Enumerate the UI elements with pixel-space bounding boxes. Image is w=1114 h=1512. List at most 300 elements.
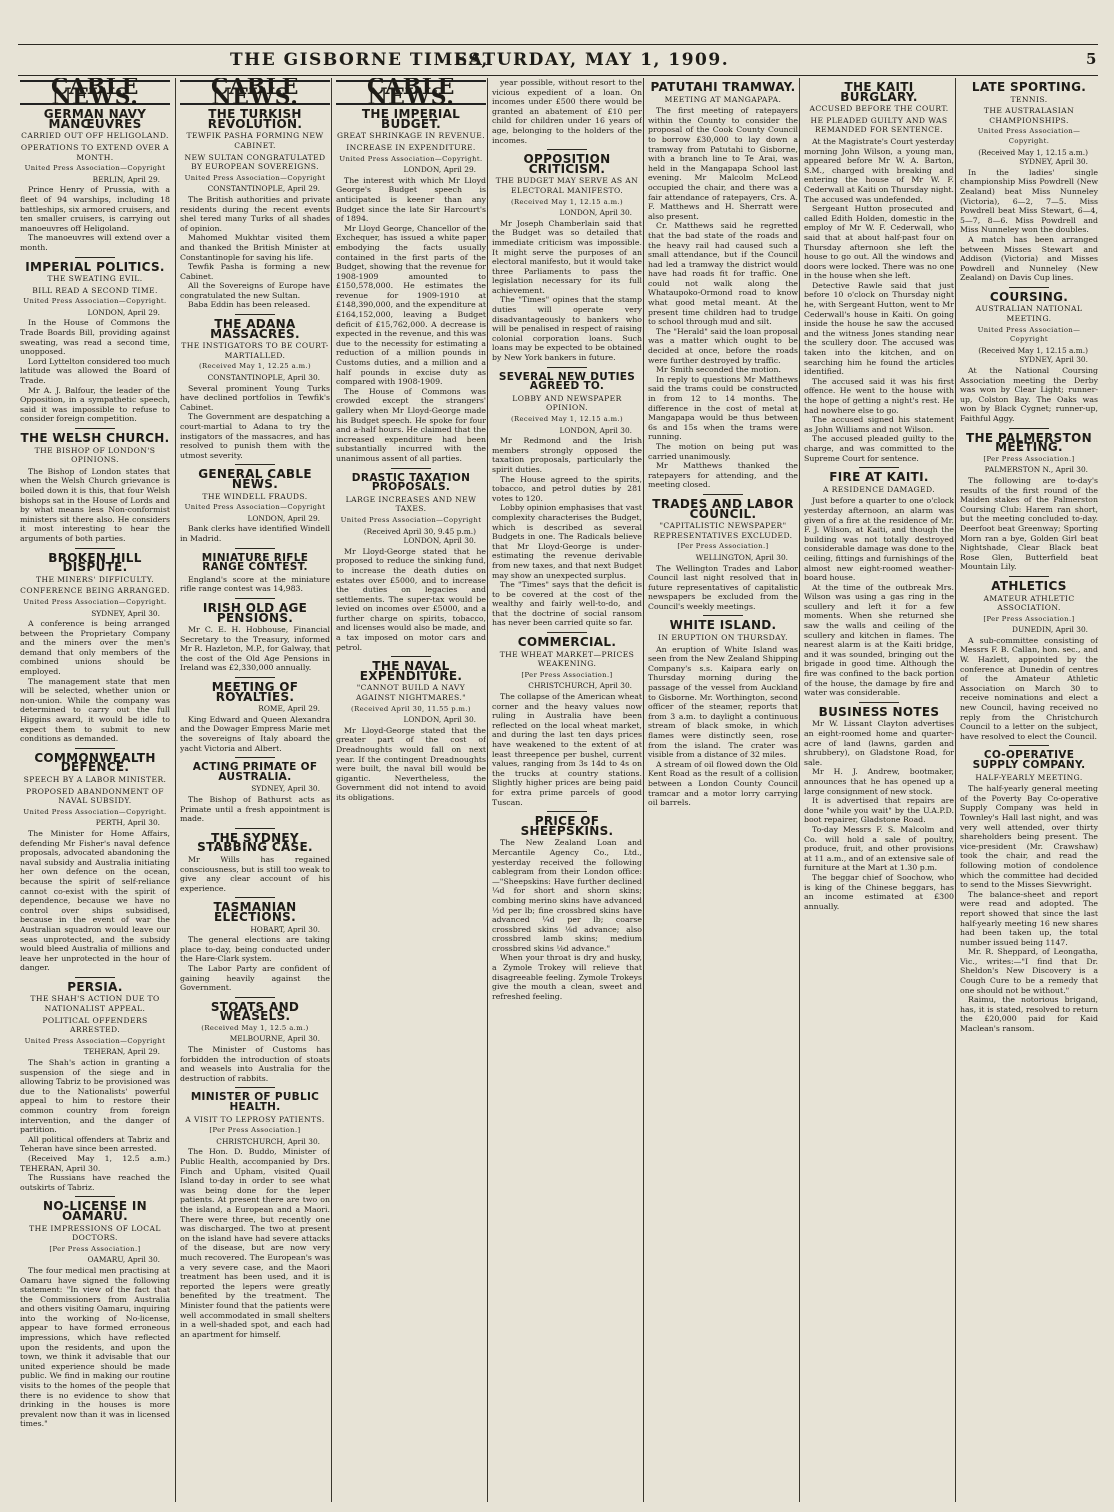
paragraph: A sub-committee consisting of Messrs F. B. Callan, hon. sec., and W. Hazlett, appointed by the conference at Dunedin of centres of the Amateur Athletic Association on March 30 to receive nominations and elect a new Council, having received no reply from the Christchurch Council to a letter on the subject, have resolved to elect the Council. [960,635,1098,741]
article-subheading: HE PLEADED GUILTY AND WAS REMANDED FOR SENTENCE. [810,115,948,135]
article-subheading: TEWFIK PASHA FORMING NEW CABINET. [186,131,324,150]
article [960,289,1098,429]
article-headline: GENERAL CABLE NEWS. [198,467,312,491]
paragraph: Several prominent Young Turks have declined portfolios in Tewfik's Cabinet. [180,383,330,412]
article-headline: MINIATURE RIFLE RANGE CONTEST. [201,551,309,574]
article-subheading: IN ERUPTION ON THURSDAY. [658,633,788,643]
dateline: (Received May 1, 12.15 a.m.) SYDNEY, April 30. [978,345,1088,365]
paragraph: Lobby opinion emphasises that vast complexity characterises the Budget, which is described as several Budgets in one. The Radicals believe that Mr Lloyd-George is under-estimating the revenue derivable from new taxes, and that next Budget may show an unexpected surplus. [492,503,642,580]
article [20,431,170,549]
press-credit: (Received May 1, 12.25 a.m.) [198,362,312,371]
paragraph: England's score at the miniature rifle range contest was 14,983. [180,574,330,594]
article [180,900,330,997]
paragraph: Mr H. J. Andrew, bootmaker, announces that he has opened up a large consignment of new stock. [804,767,954,796]
article-subheading: MEETING AT MANGAPAPA. [664,94,782,104]
article-body [180,855,330,893]
paragraph: At the National Coursing Association meeting the Derby was won by Clear Light; runner-up, Colston Bay. The Oaks was won by Black Cygnet; runner-up, Faithful Aggy. [960,366,1098,423]
article-subheading: GREAT SHRINKAGE IN REVENUE. [336,131,486,141]
article [180,467,330,548]
press-credit: [Per Press Association.] [983,614,1075,623]
paragraph: At the time of the outbreak Mrs. Wilson was using a gas ring in the scullery and left it for a few moments. When she returned she saw the walls and ceiling of the scullery and kitchen in flames. The nearest alarm is at the Kaiti bridge, and it was sounded, bringing out the brigade in good time. Although the fire was confined to the back portion of the house, the damage by fire and water was considerable. [804,582,954,698]
paragraph: The beggar chief of Soochow, who is king of the Chinese beggars, has an income estimated at £300 annually. [804,872,954,911]
press-credit: [Per Press Association.] [209,1126,301,1135]
article-subheading: THE SHAH'S ACTION DUE TO NATIONALIST APPEAL. [30,994,160,1014]
article-subheading: "CAPITALISTIC NEWSPAPER" REPRESENTATIVES EXCLUDED. [653,521,793,540]
article-body [180,935,330,993]
article-headline: SEVERAL NEW DUTIES AGREED TO. [498,370,636,393]
paragraph: The Russians have reached the outskirts of Tabriz. [20,1173,170,1192]
article-headline: COURSING. [989,289,1069,304]
paragraph: All political offenders at Tabriz and Teheran have since been arrested. [20,1134,170,1154]
article-headline: MINISTER OF PUBLIC HEALTH. [190,1091,320,1114]
paragraph: Mr Redmond and the Irish members strongly opposed the taxation proposals, particularly the spirit duties. [492,436,642,474]
column-5 [648,78,798,1506]
paragraph: A stream of oil flowed down the Old Kent Road as the result of a collision between a London County Council tramcar and a motor lorry carrying oil barrels. [648,759,798,808]
article-body [492,436,642,628]
article-subheading: THE WINDELL FRAUDS. [202,491,308,501]
article-divider [1009,428,1049,429]
article-body [648,106,798,490]
paragraph: King Edward and Queen Alexandra and the Dowager Empress Marie met the sovereigns of Italy aboard the yacht Victoria and Albert. [180,714,330,753]
article-divider [859,702,899,703]
paragraph: Sergeant Hutton prosecuted and called Edith Holden, domestic in the employ of Mr W. F. Cederwall, who said that at about half-past four on Thursday afternoon she left the house to go out. All the windows and doors were locked. There was no one in the house when she left. [804,204,954,281]
section-banner: CABLE NEWS. [336,80,486,105]
dateline: SYDNEY, April 30. [91,608,160,618]
article-body [336,547,486,653]
paragraph: At the Magistrate's Court yesterday morning John Wilson, a young man, appeared before Mr W. A. Barton, S.M., charged with breaking and entering the house of Mr W. F. Cederwall at Kaiti on Thursday night. The accused was undefended. [804,136,954,204]
article [336,471,486,658]
dateline: DUNEDIN, April 30. [1012,625,1088,635]
article-subheading: BILL READ A SECOND TIME. [32,285,158,295]
dateline: LONDON, April 29. [247,513,320,523]
paragraph: The Minister of Customs has forbidden the introduction of stoats and weasels into Australia for the destruction of rabbits. [180,1045,330,1083]
article-subheading: CARRIED OUT OFF HELIGOLAND. [21,131,169,141]
article [492,370,642,633]
article-body [20,467,170,544]
article-body [492,692,642,807]
dateline: BERLIN, April 29. [92,174,160,184]
paragraph: A match has been arranged between Misses Stewart and Addison (Victoria) and Misses Powdrell and Nunneley (New Zealand) on Davis Cup lines. [960,234,1098,283]
article-headline: PERSIA. [67,979,123,994]
dateline: HOBART, April 30. [250,924,320,934]
page-number: 5 [1086,50,1098,68]
article-body [20,318,170,424]
paragraph: Mr Lloyd George, Chancellor of the Exchequer, has issued a white paper embodying the facts usually contained in the first parts of the Budget, showing that the revenue for 1908-1909 amounted to £150,578,000. He estimates the revenue for 1909-1910 at £148,390,000, and the expenditure at £164,152,000, leaving a Budget deficit of £15,762,000. A decrease is expected in the revenue, and this was due to the necessity for estimating a reduction of a million pounds in Customs duties, and a million and a half pounds in excise duty as compared with 1908-1909. [336,223,486,387]
article-body [804,137,954,463]
article-divider [547,811,587,812]
article-body [180,524,330,543]
press-credit: (Received May 1, 12.15 a.m.) [510,415,624,423]
article-divider [235,997,275,998]
article-headline: ACTING PRIMATE OF AUSTRALIA. [192,761,318,783]
dateline: LONDON, April 30. [559,208,632,218]
paragraph: Prince Henry of Prussia, with a fleet of 94 warships, including 18 battleships, six armored cruisers, and ten smaller cruisers, is carrying out manoeuvres off Heligoland. [20,185,170,233]
article-body [492,219,642,363]
paragraph: year possible, without resort to the vicious expedient of a loan. On incomes under £500 there would be granted an abatement of £10 per child for children under 16 years of age, belonging to the holders of the incomes. [492,78,642,145]
paragraph: The balance-sheet and report were read and adopted. The report showed that since the last half-yearly meeting 16 new shares had been taken up, the total number issued being 1147. [960,889,1098,947]
paragraph: The Bishop of Bathurst acts as Primate until a fresh appointment is made. [180,795,330,824]
article-headline: THE NAVAL EXPENDITURE. [359,659,463,683]
press-credit: United Press Association—Copyright. [23,807,167,816]
article-headline: CO-OPERATIVE SUPPLY COMPANY. [972,749,1086,771]
paragraph: The New Zealand Loan and Mercantile Agency Co., Ltd., yesterday received the following cablegram from their London office:—"Sheepskins: Have further declined ¼d for short and shorn skins; combing merino skins have advanced ½d per lb; fine crossbred skins have advanced ¼d per lb; coarse crossbred skins ⅛d advance; also crossbred lamb skins; medium crossbred skins ⅛d advance." [492,838,642,953]
article-body [960,784,1098,1033]
dateline: LONDON, April 29. [403,165,476,175]
dateline: CHRISTCHURCH, April 30. [216,1136,320,1146]
article-headline: MEETING OF ROYALTIES. [211,680,299,704]
article-divider [547,367,587,368]
article-divider [859,467,899,468]
press-credit: United Press Association—Copyright [340,515,482,524]
section-banner: CABLE NEWS. [20,80,170,105]
article-headline: THE TURKISH REVOLUTION. [207,107,303,131]
article-subheading: AMATEUR ATHLETIC ASSOCIATION. [983,593,1075,613]
article-subheading: A RESIDENCE DAMAGED. [822,484,936,494]
paragraph: The management state that men will be selected, whether union or non-union. While the company was determined to carry out the full Higgins award, it would be idle to expect them to submit to new conditions as demanded. [20,676,170,744]
paragraph: In the House of Commons the Trade Boards Bill, providing against sweating, was read a second time, unopposed. [20,318,170,357]
dateline: CHRISTCHURCH, April 30. [528,681,632,691]
article-divider [235,1087,275,1088]
column-6 [804,78,954,1506]
paragraph: (Received May 1, 12.5 a.m.) TEHERAN, April 30. [20,1153,170,1173]
article-headline: PATUTAHI TRAMWAY. [650,80,796,94]
article-body [804,719,954,911]
paragraph: The "Times" opines that the stamp duties will operate very disadvantageously to bankers who will be penalised in respect of raising colonial corporation loans. Such loans may be expected to be obtained by New York bankers in future. [492,295,642,363]
paragraph: The four medical men practising at Oamaru have signed the following statement: "In view of the fact that the Commissioners from Australia and others visiting Oamaru, inquiring into the working of No-license, appear to have formed erroneous impressions, which have reflected upon the residents, and upon the town, we think it advisable that our united experience should be made public. We find in making our routine visits to the homes of the people that there is no evidence to show that drinking in the houses is more prevalent now than it was in licensed times." [20,1265,170,1429]
paragraph: The accused signed his statement as John Williams and not Wilson. [804,415,954,434]
article-body [180,1147,330,1339]
article-subheading: CONFERENCE BEING ARRANGED. [20,586,170,596]
article-headline: THE PALMERSTON MEETING. [966,430,1092,455]
paragraph: The general elections are taking place to-day, being conducted under the Hare-Clark system. [180,935,330,964]
paragraph: In reply to questions Mr Matthews said the trams could be constructed in from 12 to 14 months. The difference in the cost of metal at Mangapapa would be thus between 6s and 15s when the trams were running. [648,374,798,442]
article-headline: COMMONWEALTH DEFENCE. [34,750,156,775]
dateline: (Received May 1, 12.15 a.m.) SYDNEY, April 30. [978,147,1088,167]
article [180,317,330,465]
article-headline: ATHLETICS [991,578,1067,593]
paragraph: An eruption of White Island was seen from the New Zealand Shipping Company's s.s. Kaipara early on Thursday morning during the passage of the vessel from Auckland to Gisborne. Mr. Worthington, second officer of the steamer, reports that from 3 a.m. to daylight a continuous stream of black smoke, in which flames were distinctly seen, rose from the island. The crater was visible from a distance of 32 miles. [648,644,798,760]
press-credit: United Press Association—Copyright. [23,297,167,306]
press-credit: United Press Association—Copyright [184,503,326,512]
article-body [492,838,642,1001]
article-body [180,575,330,594]
article-headline: NO-LICENSE IN OAMARU. [42,1199,148,1223]
column-grid [20,78,1100,1506]
article [180,763,330,829]
article [492,814,642,1001]
article [648,80,798,495]
paragraph: To-day Messrs F. S. Malcolm and Co. will hold a sale of poultry, produce, fruit, and other provisions at 11 a.m., and of an extensive sale of furniture at the Mart at 1.30 p.m. [804,824,954,873]
article [648,618,798,808]
press-credit: United Press Association—Copyright [24,1036,166,1045]
article-headline: GERMAN NAVY MANŒUVRES [43,107,147,131]
article-divider [75,548,115,549]
article [960,430,1098,577]
paragraph: Detective Rawle said that just before 10 o'clock on Thursday night he, with Sergeant Hutton, went to Mr Cederwall's house in Kaiti. On going inside the house he saw the accused and the witness Jones standing near the scullery door. The accused was taken into the kitchen, and on searching him he found the articles identified. [804,280,954,377]
article-divider [391,468,431,469]
paragraph: The House agreed to the spirits, tobacco, and petrol duties by 281 votes to 120. [492,474,642,503]
article [336,107,486,468]
dateline: (Received April 30, 9.45 p.m.) LONDON, April 30. [363,526,476,546]
paragraph: The Shah's action in granting a suspension of the siege and in allowing Tabriz to be provisioned was due to the Nationalists' powerful appeal to him to restore their common country from foreign intervention, and the danger of partition. [20,1058,170,1135]
article-body [648,564,798,612]
press-credit: [Per Press Association.] [983,454,1075,463]
paragraph: When your throat is dry and husky, a Zymole Trokey will relieve that disagreeable feeling. Zymole Trokeys give the mouth a clean, sweet and refreshed feeling. [492,953,642,1001]
article-headline: THE SYDNEY STABBING CASE. [197,830,313,855]
article-body [180,625,330,673]
press-credit: [Per Press Association.] [49,1244,141,1253]
paragraph: Mr C. E. H. Hobhouse, Financial Secretary to the Treasury, informed Mr R. Hazleton, M.P., for Galway, that the cost of the Old Age Pensions in Ireland was £2,330,000 annually. [180,625,330,673]
article-subheading: "CANNOT BUILD A NAVY AGAINST NIGHTMARES." [355,683,467,703]
paragraph: Lord Lyttelton considered too much latitude was allowed the Board of Trade. [20,356,170,386]
article-headline: DRASTIC TAXATION PROPOSALS. [351,471,471,494]
article-body [960,366,1098,424]
paragraph: Bank clerks have identified Windell in Madrid. [180,524,330,543]
paragraph: The accused pleaded guilty to the charge, and was committed to the Supreme Court for sentence. [804,434,954,463]
dateline: LONDON, April 30. [559,425,632,435]
article-headline: THE IMPERIAL BUDGET. [361,107,461,131]
article-subheading: THE IMPRESSIONS OF LOCAL DOCTORS. [29,1223,161,1243]
article-divider [235,598,275,599]
article [180,1093,330,1339]
dateline: PERTH, April 30. [95,818,160,828]
article-subheading: THE MINERS' DIFFICULTY. [36,574,154,584]
paragraph: The first meeting of ratepayers within the County to consider the proposal of the Cook County Council to borrow £30,000 to lay down a tramway from Patutahi to Gisborne, with a branch line to Te Arai, was held in the Mangapapa School last evening. Mr Malcolm McLeod occupied the chair, and there was a fair attendance of ratepayers, Crs. A. F. Matthews and H. Sherratt were also present. [648,106,798,221]
article-headline: BROKEN HILL DISPUTE. [48,550,142,575]
paragraph: Just before a quarter to one o'clock yesterday afternoon, an alarm was given of a fire at the residence of Mr. F. J. Wilson, at Kaiti, and though the building was not totally destroyed considerable damage was done to the ceiling, fittings and furnishings of the almost new eight-roomed weather-board house. [804,496,954,583]
press-credit: United Press Association—Copyright [977,325,1081,344]
paragraph: Mr Lloyd-George stated that the greater part of the cost of Dreadnoughts would fall on next year. If the contingent Dreadnoughts were built, the naval bill would be gigantic. Nevertheless, the Government did not intend to avoid its obligations. [336,725,486,802]
article-divider [235,677,275,678]
article [20,750,170,978]
paragraph: The Government are despatching a court-martial to Adana to try the instigators of the massacres, and has resolved to punish them with the utmost severity. [180,412,330,460]
article-subheading: NEW SULTAN CONGRATULATED BY EUROPEAN SOVEREIGNS. [184,152,326,172]
article [960,578,1098,747]
article-body [20,619,170,744]
column-1 [20,78,170,1506]
paragraph: Mr Matthews thanked the ratepayers for attending, and the meeting closed. [648,461,798,490]
article-headline: COMMERCIAL. [517,635,617,650]
column-3 [336,78,486,1506]
article-divider [235,314,275,315]
article-subheading: OPERATIONS TO EXTEND OVER A MONTH. [20,142,170,162]
article-body [180,195,330,310]
article-body [960,476,1098,572]
paragraph: Mr Smith seconded the motion. [656,365,781,375]
article [20,1199,170,1429]
article-divider [547,149,587,150]
masthead-date: SATURDAY, MAY 1, 1909. [455,50,730,70]
article [20,979,170,1197]
column-2 [180,78,330,1506]
article-divider [703,615,743,616]
paragraph: The House of Commons was crowded except the strangers' gallery when Mr Lloyd-George made his Budget speech. He spoke for four and a-half hours. He claimed that the increased expenditure had been substantially incurred with the unanimous assent of all parties. [336,386,486,463]
paragraph: Mr W. Lissant Clayton advertises an eight-roomed home and quarter-acre of land (lawns, garden and shrubbery), on Gladstone Road, for sale. [804,719,954,767]
article-subheading: SPEECH BY A LABOR MINISTER. [23,775,167,784]
article-subheading: THE AUSTRALASIAN CHAMPIONSHIPS. [983,106,1075,125]
dateline: LONDON, April 29. [87,307,160,317]
article-body [492,78,642,145]
article-body [20,185,170,252]
article-subheading: LARGE INCREASES AND NEW TAXES. [345,494,477,514]
article-subheading: THE WHEAT MARKET—PRICES WEAKENING. [499,649,635,669]
paragraph: Mr Lloyd-George stated that he proposed to reduce the sinking fund, to increase the death duties on estates over £5000, and to increase the duties on legacies and settlements. The super-tax would be levied on incomes over £5000, and a further charge on spirits, tobacco, and licenses would also be made, and a tax imposed on motor cars and petrol. [336,546,486,652]
paragraph: Mr Wills has regained consciousness, but is still too weak to give any clear account of his experience. [180,854,330,893]
dateline: TEHERAN, April 29. [83,1047,160,1057]
article-headline: STOATS AND WEASELS. [210,999,300,1024]
article-body [960,168,1098,283]
paragraph: The Hon. D. Buddo, Minister of Public Health, accompanied by Drs. Finch and Upham, visited Quail Island to-day in order to see what was being done for the leper patients. At present there are two on the island, a European and a Maori. There were three, but recently one was discharged. The two at present on the island have had severe attacks of the disease, but are now very much recovered. The European's was a very severe case, and the Maori treatment has been used, and it is reported the lepers were greatly benefited by the treatment. The Minister found that the patients were well accommodated in small shelters in a well-shaded spot, and each had an apartment for himself. [180,1147,330,1339]
article [492,78,642,150]
article-headline: IRISH OLD AGE PENSIONS. [202,600,308,625]
article-headline: WHITE ISLAND. [669,618,777,633]
article-divider [391,656,431,657]
paragraph: The "Times" says that the deficit is to be covered at the cost of the wealthy and fairly well-to-do, and that the doctrine of social ransom has never been carried quite so far. [492,580,642,628]
article [20,107,170,257]
dateline: LONDON, April 30. [403,715,476,725]
article-divider [703,494,743,495]
article-body [648,645,798,808]
article-headline: IMPERIAL POLITICS. [25,259,165,274]
article-subheading: PROPOSED ABANDONMENT OF NAVAL SUBSIDY. [26,786,164,806]
section-banner: CABLE NEWS. [180,80,330,105]
article [180,600,330,678]
article [20,550,170,749]
article-body [960,636,1098,742]
article-body [20,1058,170,1192]
press-credit: United Press Association—Copyright [24,164,166,173]
press-credit: (Received May 1, 12.5 a.m.) [201,1023,309,1032]
article-body [336,176,486,464]
article-subheading: A VISIT TO LEPROSY PATIENTS. [185,1114,325,1124]
article [180,680,330,758]
article [20,259,170,430]
dateline: CONSTANTINOPLE, April 30. [207,373,320,383]
top-rule [18,44,1098,45]
article-headline: OPPOSITION CRITICISM. [523,152,611,176]
article-headline: FIRE AT KAITI. [829,470,929,485]
article-divider [1009,287,1049,288]
article [804,80,954,468]
article-divider [547,632,587,633]
dateline: ROME, April 29. [258,704,320,714]
paragraph: The British authorities and private residents during the recent events shel tered many Turks of all shades of opinion. [180,194,330,233]
paragraph: The Labor Party are confident of gaining heavily against the Government. [180,963,330,993]
paragraph: In the ladies' single championship Miss Powdrell (New Zealand) beat Miss Nunneley (Victoria), 6—2, 7—5. Miss Powdrell beat Miss Stewart, 6—4, 5—7, 8—6. Miss Powdrell and Miss Nunneley won the doubles. [960,167,1098,235]
article [180,107,330,315]
article-subheading: THE SWEATING EVIL. [47,274,143,284]
paragraph: Baba Eddin has been released. [188,300,311,310]
paragraph: The manoeuvres will extend over a month. [20,233,170,252]
dateline: SYDNEY, April 30. [251,784,320,794]
article-subheading: AUSTRALIAN NATIONAL MEETING. [975,304,1083,324]
paragraph: The Bishop of London states that when the Welsh Church grievance is boiled down it is this, that four Welsh bishops sat in the House of Lords and by what means less Non-conformist ministers sit there also. He considers it most interesting to hear the arguments of both parties. [20,466,170,543]
article-divider [235,464,275,465]
paragraph: A conference is being arranged between the Proprietary Company and the miners over the men's demand that only members of the combined unions should be employed. [20,619,170,677]
article-headline: BUSINESS NOTES [818,704,940,719]
article-divider [235,548,275,549]
article-headline: THE KAITI BURGLARY. [840,80,918,104]
article-divider [75,1196,115,1197]
paragraph: Cr. Matthews said he regretted that the bad state of the roads and the heavy rail had caused such a small attendance, but if the Council had led a tramway the district would have had roads fit for traffic. One could not walk along the Whataupoko-Ormond road to know what good metal meant. At the present time children had to trudge to school through mud and silt. [648,221,798,327]
article-divider [75,977,115,978]
article-subheading: POLITICAL OFFENDERS ARRESTED. [42,1015,148,1035]
article-headline: PRICE OF SHEEPSKINS. [520,814,614,838]
article [180,551,330,599]
article-divider [235,897,275,898]
press-credit: (Received May 1, 12.15 a.m.) [510,197,624,206]
press-credit: United Press Association—Copyright. [339,154,483,163]
masthead [0,48,1114,74]
article-subheading: THE BISHOP OF LONDON'S OPINIONS. [34,445,156,465]
press-credit: United Press Association—Copyright. [23,597,167,606]
press-credit: United Press Association—Copyright. [977,127,1081,145]
paragraph: The Wellington Trades and Labor Council last night resolved that in future representatives of capitalistic newspapers be excluded from the Council's weekly meetings. [648,563,798,611]
article [960,751,1098,1033]
dateline: MELBOURNE, April 30. [229,1034,320,1044]
article-subheading: LOBBY AND NEWSPAPER OPINION. [512,393,622,413]
paragraph: The following are to-day's results of the first round of the Maiden stakes of the Palmerston Coursing Club: Harem ran short, but the meeting concluded to-day. Deerfoot beat Greenway; Sporting Morn ran a bye, Golden Girl beat Nightshade, Clear Black beat Rose Glen, Butterfield beat Mountain Lily. [960,475,1098,572]
article-body [180,1045,330,1083]
press-credit: (Received April 30, 11.55 p.m.) [351,704,471,713]
dateline: OAMARU, April 30. [87,1255,160,1265]
masthead-rule [18,75,1098,76]
article [492,635,642,812]
paragraph: Mahomed Mukhtar visited them and thanked the British Minister at Constantinople for saving his life. [180,233,330,262]
paragraph: All the Sovereigns of Europe have congratulated the new Sultan. [180,281,330,300]
article [960,80,1098,288]
article-headline: TASMANIAN ELECTIONS. [213,900,297,924]
article-divider [1009,576,1049,577]
article-body [180,795,330,824]
article-headline: LATE SPORTING. [971,80,1087,94]
article-body [20,1266,170,1429]
paragraph: It is advertised that repairs are done "while you wait" by the U.A.P.D. boot repairer, Gladstone Road. [804,796,954,825]
paragraph: The "Herald" said the loan proposal was a matter which ought to be decided at once, before the roads were further destroyed by traffic. [648,326,798,365]
paragraph: The motion on being put was carried unanimously. [648,441,798,461]
article-subheading: HALF-YEARLY MEETING. [975,772,1083,782]
article [180,999,330,1089]
article [180,830,330,899]
article-subheading: THE INSTIGATORS TO BE COURT-MARTIALLED. [181,341,329,360]
article-divider [75,257,115,258]
article-headline: TRADES AND LABOR COUNCIL. [652,496,794,521]
press-credit: [Per Press Association.] [677,542,769,551]
press-credit: [Per Press Association.] [521,670,613,679]
masthead-title: THE GISBORNE TIMES, [230,50,489,70]
article-headline: THE ADANA MASSACRES. [210,317,300,341]
article [804,470,954,703]
paragraph: The half-yearly general meeting of the Poverty Bay Co-operative Supply Company was held in Townley's Hall last night, and was very well attended, over thirty shareholders being present. The vice-president (Mr. Crawshaw) took the chair, and read the following motion of condolence which the committee had decided to send to the Misses Sievwright. [960,784,1098,890]
article [492,152,642,367]
paragraph: Mr Joseph Chamberlain said that the Budget was so detailed that immediate criticism was impossible. It might serve the purposes of an electoral manifesto, but it would take three Parliaments to pass the legislation necessary for its full achievement. [492,218,642,295]
article-subheading: ACCUSED BEFORE THE COURT. [809,104,949,114]
article-body [180,715,330,753]
article [648,496,798,617]
dateline: CONSTANTINOPLE, April 29. [207,184,320,194]
article-divider [75,428,115,429]
paragraph: Mr A. J. Balfour, the leader of the Opposition, in a sympathetic speech, said it was impossible to refuse to consider foreign competition. [20,385,170,424]
article-body [180,384,330,461]
article-subheading: INCREASE IN EXPENDITURE. [346,142,476,152]
dateline: PALMERSTON N., April 30. [984,465,1088,475]
paragraph: The collapse of the American wheat corner and the heavy values now ruling in Australia have been reflected on the local wheat market, and during the last ten days prices have weakened to the extent of at least threepence per bushel, current values, ranging from 3s 14d to 4s on the trucks at country stations. Slightly higher prices are being paid for extra prime parcels of good Tuscan. [492,692,642,807]
paragraph: Raimu, the notorious brigand, has, it is stated, resolved to return the £20,000 paid for Kaid Maclean's ransom. [960,995,1098,1034]
article-divider [75,748,115,749]
article-subheading: TENNIS. [1010,94,1048,104]
article-body [336,726,486,803]
paragraph: Tewfik Pasha is forming a new Cabinet. [180,262,330,281]
